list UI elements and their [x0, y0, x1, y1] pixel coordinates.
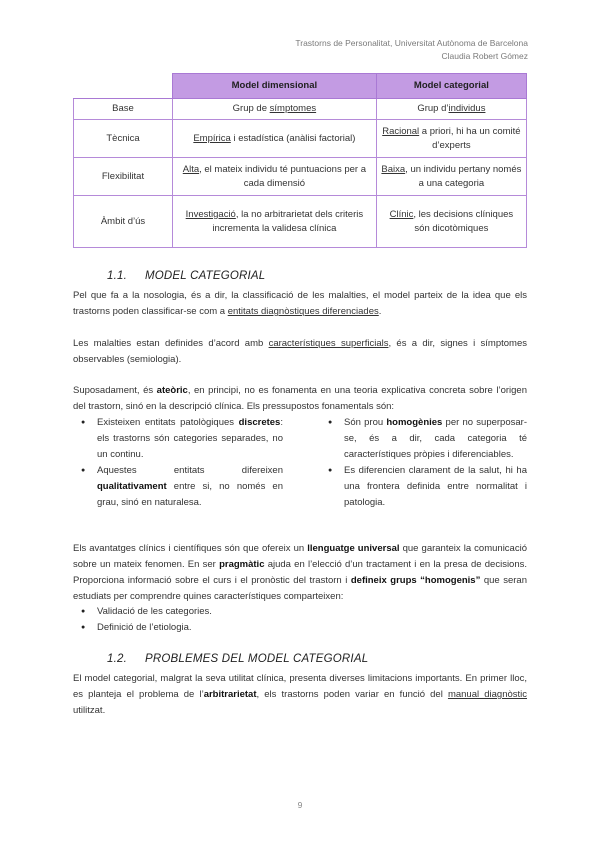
- running-header: [295, 37, 528, 63]
- section-number: 1.2.: [107, 653, 127, 665]
- cell-categorial: Grup d’individus: [376, 99, 526, 120]
- bullet-list-objectives: [75, 604, 527, 636]
- paragraph-ateoric: Suposadament, és ateòric, en principi, no es fonamenta en una teoria explicativa concreta sobre l’origen del trastorn, sinó en la descripció clínica. Els pressupostos fonamentals són:: [73, 385, 528, 412]
- section-title: PROBLEMES DEL MODEL CATEGORIAL: [145, 653, 369, 665]
- list-item: ● Existeixen entitats patològiques discretes: els trastorns són categories separades, no un continu.: [75, 415, 283, 463]
- section-number: 1.1.: [107, 270, 127, 282]
- row-label: Tècnica: [74, 120, 173, 158]
- table-row: [74, 158, 527, 196]
- table-row: [74, 196, 527, 248]
- header-model-categorial: Model categorial: [376, 74, 526, 99]
- comparison-table: [73, 73, 527, 248]
- list-item: ● Són prou homogènies per no superposar-se, és a dir, cada categoria té característiques pròpies i diferenciables.: [322, 415, 527, 463]
- cell-categorial: Baixa, un individu pertany només a una categoria: [376, 158, 526, 196]
- cell-dimensional: Investigació, la no arbitrarietat dels criteris incrementa la validesa clínica: [173, 196, 377, 248]
- cell-dimensional: Alta, el mateix individu té puntuacions per a cada dimensió: [173, 158, 377, 196]
- list-item: ● Validació de les categories.: [75, 604, 527, 620]
- section-title: MODEL CATEGORIAL: [145, 270, 266, 282]
- row-label: Àmbit d’ús: [74, 196, 173, 248]
- list-item: ● Definició de l’etiologia.: [75, 620, 527, 636]
- table-header-row: [74, 74, 527, 99]
- list-item: ● Aquestes entitats difereixen qualitativament entre si, no només en grau, sinó en naturalesa.: [75, 463, 283, 511]
- section-heading-model-categorial: [107, 270, 265, 282]
- page-number: 9: [297, 800, 303, 810]
- section-heading-problemes: [107, 653, 368, 665]
- cell-categorial: Racional a priori, hi ha un comité d’experts: [376, 120, 526, 158]
- paragraph-malalties: Les malalties estan definides d’acord amb característiques superficials, és a dir, signes i símptomes observables (semiologia).: [73, 338, 527, 365]
- header-author: Claudia Robert Gómez: [441, 51, 528, 61]
- bullet-list-right: [322, 415, 527, 511]
- row-label: Base: [74, 99, 173, 120]
- paragraph-avantatges: Els avantatges clínics i científiques són que ofereix un llenguatge universal que garanteix la comunicació sobre un mateix fenomen. En ser pragmàtic ajuda en l’elecció d’un tractament i en la presa de decisions. Proporciona informació sobre el curs i el pronòstic del trastorn i defineix grups “homogenis” que seran estudiats per comprendre quines característiques comparteixen:: [73, 543, 528, 602]
- paragraph-problemes: El model categorial, malgrat la seva utilitat clínica, presenta diverses limitacions importants. En primer lloc, es planteja el problema de l’arbitrarietat, els trastorns poden variar en funció del manual diagnòstic utilitzat.: [73, 673, 528, 716]
- cell-dimensional: Grup de símptomes: [173, 99, 377, 120]
- bullet-list-left: [75, 415, 283, 511]
- table-row: [74, 120, 527, 158]
- table-row: [74, 99, 527, 120]
- table-corner-cell: [74, 74, 173, 99]
- header-course: Trastorns de Personalitat, Universitat Autònoma de Barcelona: [295, 38, 528, 48]
- cell-dimensional: Empírica i estadística (anàlisi factorial): [173, 120, 377, 158]
- paragraph-nosologia: Pel que fa a la nosologia, és a dir, la classificació de les malalties, el model parteix de la idea que els trastorns poden classificar-se com a entitats diagnòstiques diferenciades.: [73, 290, 527, 317]
- list-item: ● Es diferencien clarament de la salut, hi ha una frontera definida entre normalitat i patologia.: [322, 463, 527, 511]
- row-label: Flexibilitat: [74, 158, 173, 196]
- header-model-dimensional: Model dimensional: [173, 74, 377, 99]
- cell-categorial: Clínic, les decisions clíniques són dicotòmiques: [376, 196, 526, 248]
